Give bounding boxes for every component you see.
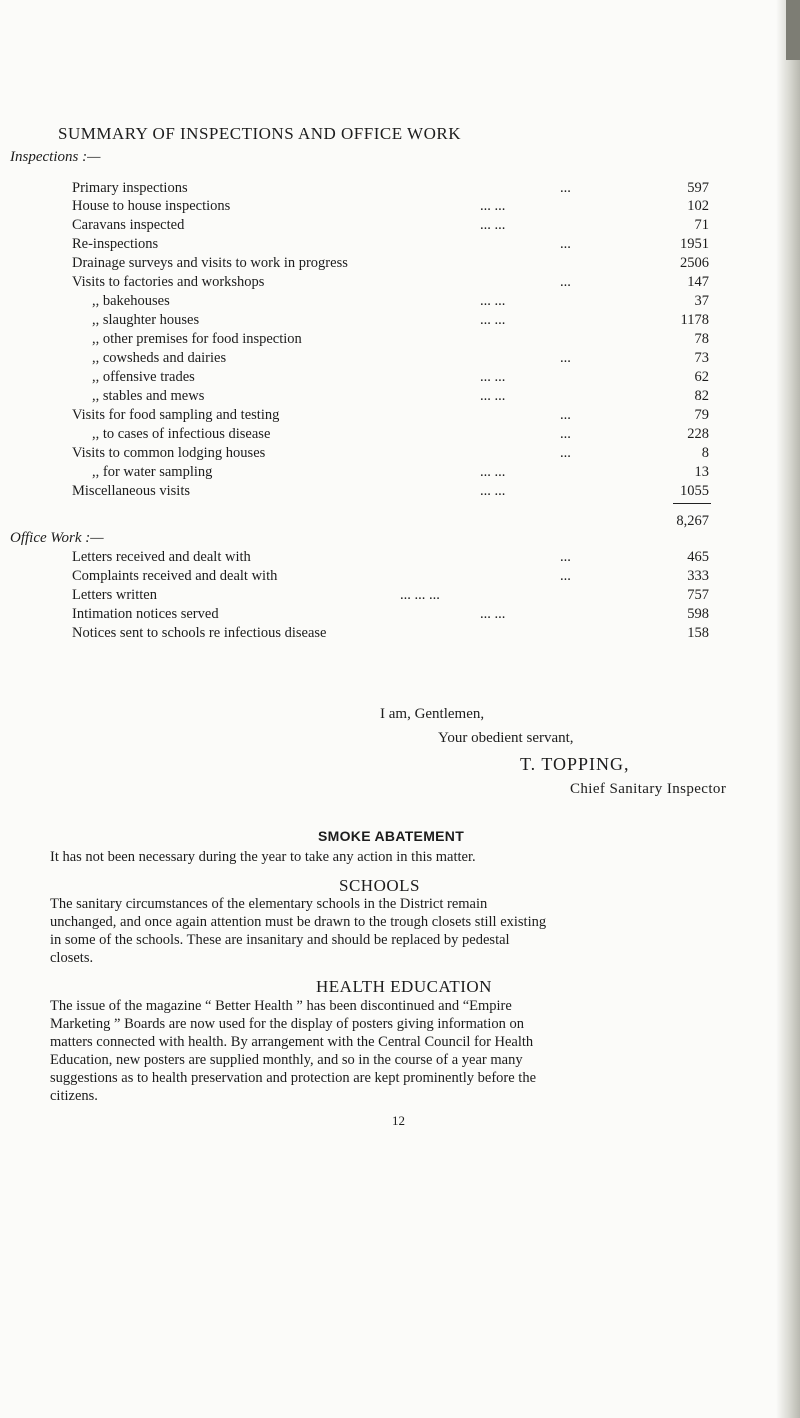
inspection-label: Drainage surveys and visits to work in progress [72, 255, 348, 271]
office-value: 465 [687, 549, 709, 565]
inspection-value: 1055 [680, 483, 709, 499]
office-work-label: Office Work :— [10, 530, 104, 546]
leader-dots: ... ... [480, 388, 506, 404]
summary-title: SUMMARY OF INSPECTIONS AND OFFICE WORK [58, 124, 461, 143]
inspections-total: 8,267 [676, 513, 709, 529]
leader-dots: ... ... ... [400, 587, 440, 603]
inspection-row [0, 445, 800, 463]
inspection-value: 228 [687, 426, 709, 442]
inspection-label: Visits for food sampling and testing [72, 407, 280, 423]
smoke-abatement-heading: SMOKE ABATEMENT [318, 828, 465, 844]
leader-dots: ... [560, 274, 571, 290]
health-education-line: Marketing ” Boards are now used for the display of posters giving information on [50, 1016, 524, 1032]
schools-line: unchanged, and once again attention must be drawn to the trough closets still existing [50, 914, 547, 930]
office-row [0, 587, 800, 605]
inspections-label: Inspections :— [10, 149, 101, 165]
office-label: Letters written [72, 587, 157, 603]
inspection-value: 597 [687, 180, 709, 196]
health-education-line: matters connected with health. By arrangement with the Central Council for Health [50, 1034, 534, 1050]
inspection-row [0, 312, 800, 330]
office-value: 333 [687, 568, 709, 584]
office-label: Intimation notices served [72, 606, 219, 622]
office-label: Letters received and dealt with [72, 549, 251, 565]
office-row [0, 606, 800, 624]
inspection-label: ,, stables and mews [92, 388, 205, 404]
office-value: 757 [687, 587, 709, 603]
signatory-title: Chief Sanitary Inspector [570, 781, 727, 797]
inspection-row [0, 236, 800, 254]
inspection-value: 8 [701, 445, 709, 461]
inspection-label: ,, other premises for food inspection [92, 331, 302, 347]
health-education-line: Education, new posters are supplied monthly, and so in the course of a year many [50, 1052, 523, 1068]
inspection-value: 147 [687, 274, 709, 290]
inspection-row [0, 274, 800, 292]
leader-dots: ... ... [480, 198, 506, 214]
leader-dots: ... [560, 407, 571, 423]
inspection-row [0, 293, 800, 311]
inspection-row [0, 426, 800, 444]
inspection-row [0, 198, 800, 216]
inspection-row [0, 464, 800, 482]
inspection-label: Primary inspections [72, 180, 188, 196]
leader-dots: ... ... [480, 483, 506, 499]
inspection-label: ,, to cases of infectious disease [92, 426, 271, 442]
schools-line: in some of the schools. These are insanitary and should be replaced by pedestal [50, 932, 510, 948]
inspection-label: Visits to common lodging houses [72, 445, 266, 461]
inspection-label: Miscellaneous visits [72, 483, 191, 499]
office-row [0, 568, 800, 586]
salutation: I am, Gentlemen, [380, 706, 485, 722]
inspection-value: 102 [687, 198, 709, 214]
schools-heading: SCHOOLS [339, 876, 420, 895]
total-rule [673, 503, 711, 504]
inspection-label: Visits to factories and workshops [72, 274, 265, 290]
inspection-value: 79 [694, 407, 709, 423]
inspection-label: ,, for water sampling [92, 464, 213, 480]
inspection-label: Re-inspections [72, 236, 159, 252]
inspection-label: ,, slaughter houses [92, 312, 200, 328]
inspection-value: 1951 [680, 236, 709, 252]
page-edge-mark [786, 0, 800, 60]
leader-dots: ... ... [480, 464, 506, 480]
inspection-value: 1178 [680, 312, 709, 328]
inspection-value: 82 [694, 388, 709, 404]
leader-dots: ... [560, 445, 571, 461]
inspection-row [0, 180, 800, 198]
leader-dots: ... [560, 426, 571, 442]
health-education-line: citizens. [50, 1088, 98, 1104]
inspection-value: 37 [694, 293, 709, 309]
inspection-label: ,, offensive trades [92, 369, 195, 385]
inspection-row [0, 388, 800, 406]
inspection-row [0, 483, 800, 501]
leader-dots: ... [560, 549, 571, 565]
inspection-row [0, 217, 800, 235]
leader-dots: ... ... [480, 293, 506, 309]
page-number: 12 [392, 1113, 405, 1128]
signatory-name: T. TOPPING, [520, 754, 630, 774]
leader-dots: ... [560, 350, 571, 366]
health-education-line: suggestions as to health preservation and protection are kept prominently before the [50, 1070, 537, 1086]
inspection-row [0, 255, 800, 273]
inspection-value: 13 [694, 464, 709, 480]
leader-dots: ... ... [480, 312, 506, 328]
inspections-total-row [0, 513, 800, 531]
office-label: Complaints received and dealt with [72, 568, 278, 584]
office-row [0, 625, 800, 643]
inspection-value: 73 [694, 350, 709, 366]
inspection-value: 62 [694, 369, 709, 385]
office-value: 158 [687, 625, 709, 641]
inspection-row [0, 407, 800, 425]
inspection-value: 78 [694, 331, 709, 347]
inspection-label: Caravans inspected [72, 217, 185, 233]
leader-dots: ... [560, 180, 571, 196]
leader-dots: ... ... [480, 369, 506, 385]
inspection-row [0, 331, 800, 349]
smoke-abatement-text: It has not been necessary during the year to take any action in this matter. [50, 849, 476, 865]
leader-dots: ... [560, 236, 571, 252]
inspection-row [0, 369, 800, 387]
office-label: Notices sent to schools re infectious disease [72, 625, 327, 641]
valediction: Your obedient servant, [438, 730, 574, 746]
leader-dots: ... ... [480, 606, 506, 622]
inspection-value: 71 [694, 217, 709, 233]
inspection-label: House to house inspections [72, 198, 231, 214]
inspection-label: ,, bakehouses [92, 293, 170, 309]
health-education-line: The issue of the magazine “ Better Health ” has been discontinued and “Empire [50, 998, 512, 1014]
inspection-label: ,, cowsheds and dairies [92, 350, 227, 366]
schools-line: closets. [50, 950, 94, 966]
inspection-row [0, 350, 800, 368]
inspection-value: 2506 [680, 255, 709, 271]
leader-dots: ... ... [480, 217, 506, 233]
office-row [0, 549, 800, 567]
schools-line: The sanitary circumstances of the elementary schools in the District remain [50, 896, 488, 912]
office-value: 598 [687, 606, 709, 622]
leader-dots: ... [560, 568, 571, 584]
health-education-heading: HEALTH EDUCATION [316, 977, 492, 996]
